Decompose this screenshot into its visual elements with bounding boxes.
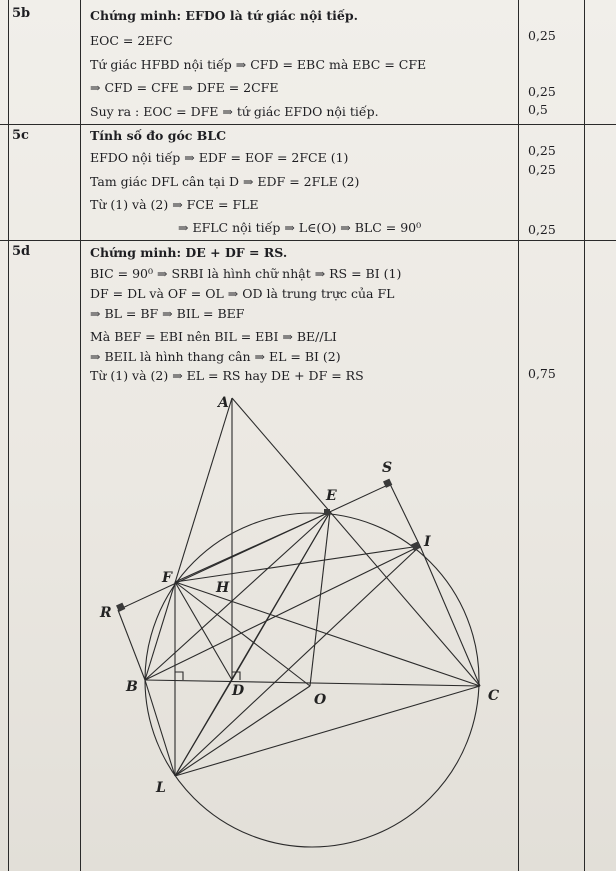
5d-line-5: ⇒ BEIL là hình thang cân ⇒ EL = BI (2) — [90, 349, 341, 364]
5c-line-4: ⇒ EFLC nội tiếp ⇒ L∈(O) ⇒ BLC = 90⁰ — [178, 220, 422, 235]
5c-score-2: 0,25 — [528, 162, 556, 177]
5c-line-3: Từ (1) và (2) ⇒ FCE = FLE — [90, 197, 259, 212]
5c-score-3: 0,25 — [528, 222, 556, 237]
point-label-r: R — [100, 605, 112, 621]
circle-o — [145, 513, 479, 847]
point-label-l: L — [156, 780, 166, 796]
point-label-i: I — [424, 534, 431, 550]
5b-score-3: 0,5 — [528, 102, 548, 117]
5d-line-4: Mà BEF = EBI nên BIL = EBI ⇒ BE//LI — [90, 329, 337, 344]
5c-line-1: EFDO nội tiếp ⇒ EDF = EOF = 2FCE (1) — [90, 150, 349, 165]
5b-line-2: Tứ giác HFBD nội tiếp ⇒ CFD = EBC mà EBC = CFE — [90, 57, 427, 72]
point-label-c: C — [488, 688, 500, 704]
question-id-5c: 5c — [12, 128, 29, 143]
point-label-s: S — [382, 460, 393, 476]
point-label-a: A — [218, 395, 229, 411]
5b-line-4: Suy ra : EOC = DFE ⇒ tứ giác EFDO nội tiếp. — [90, 104, 379, 119]
question-id-5b: 5b — [12, 6, 31, 21]
5d-heading: Chứng minh: DE + DF = RS. — [90, 245, 288, 260]
point-label-f: F — [162, 570, 172, 586]
5c-heading: Tính số đo góc BLC — [90, 128, 227, 143]
5d-line-1: BIC = 90⁰ ⇒ SRBI là hình chữ nhật ⇒ RS = BI (1) — [90, 266, 402, 281]
point-label-d: D — [232, 683, 245, 699]
5d-score-1: 0,75 — [528, 366, 556, 381]
point-label-b: B — [126, 679, 138, 695]
5b-line-3: ⇒ CFD = CFE ⇒ DFE = 2CFE — [90, 80, 279, 95]
5b-score-2: 0,25 — [528, 84, 556, 99]
question-id-5d: 5d — [12, 244, 31, 259]
point-label-h: H — [216, 580, 230, 596]
5c-score-1: 0,25 — [528, 143, 556, 158]
point-label-e: E — [326, 488, 337, 504]
5b-score-1: 0,25 — [528, 28, 556, 43]
5d-line-3: ⇒ BL = BF ⇒ BIL = BEF — [90, 306, 245, 321]
5b-line-1: EOC = 2EFC — [90, 33, 173, 48]
5d-line-2: DF = DL và OF = OL ⇒ OD là trung trực của FL — [90, 286, 395, 301]
point-label-o: O — [314, 692, 327, 708]
5b-heading: Chứng minh: EFDO là tứ giác nội tiếp. — [90, 8, 358, 23]
5d-line-6: Từ (1) và (2) ⇒ EL = RS hay DE + DF = RS — [90, 368, 364, 383]
5c-line-2: Tam giác DFL cân tại D ⇒ EDF = 2FLE (2) — [90, 174, 360, 189]
